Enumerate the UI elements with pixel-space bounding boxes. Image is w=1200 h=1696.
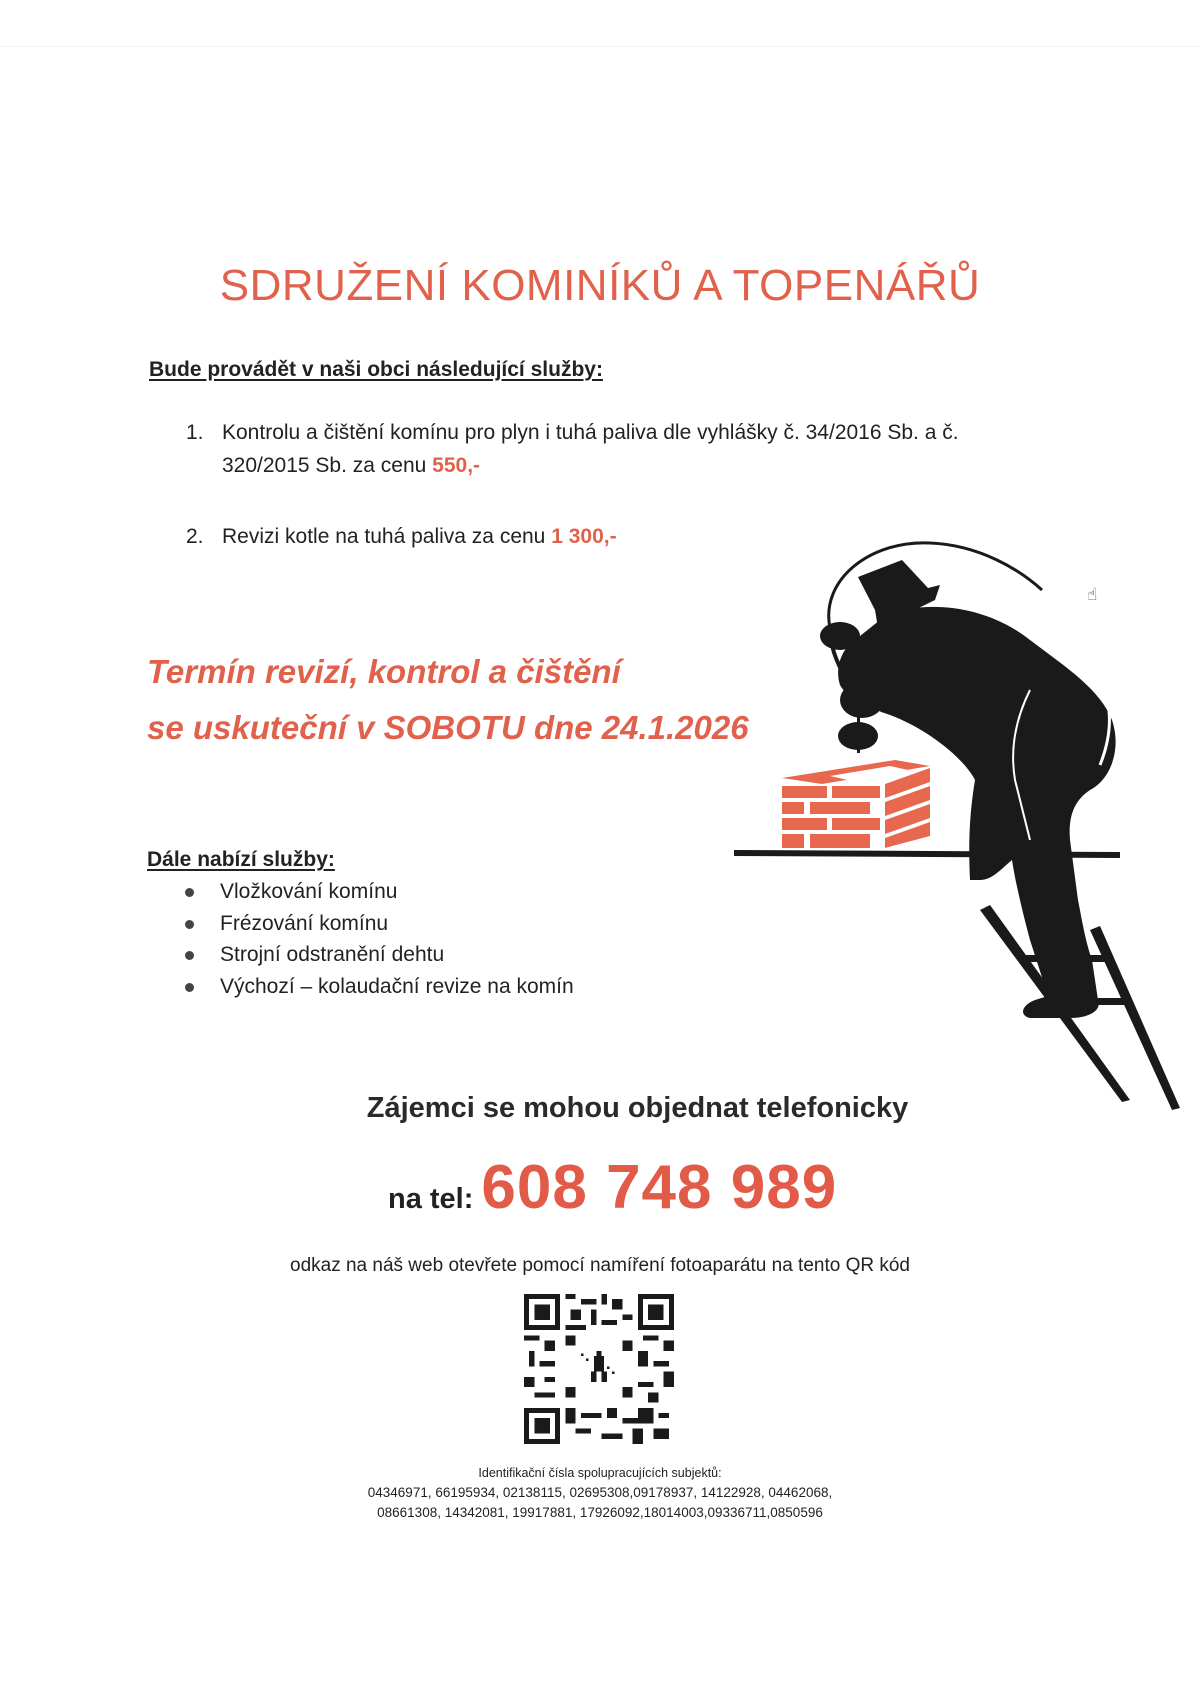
service-price: 550,-	[432, 454, 481, 477]
service-item-1	[186, 416, 1002, 482]
ids-line-1: 04346971, 66195934, 02138115, 02695308,09178937, 14122928, 04462068,	[367, 1485, 833, 1500]
phone-label: na tel:	[388, 1183, 474, 1215]
list-item: Výchozí – kolaudační revize na komín	[182, 971, 574, 1003]
page-title: SDRUŽENÍ KOMINÍKŮ A TOPENÁŘŮ	[219, 261, 981, 311]
hand-cursor-icon: ☝	[1087, 585, 1098, 604]
phone-number[interactable]: 608 748 989	[481, 1153, 838, 1222]
ids-line-2: 08661308, 14342081, 19917881, 17926092,18014003,09336711,0850596	[377, 1505, 823, 1520]
additional-services-heading: Dále nabízí služby:	[147, 848, 335, 871]
service-price: 1 300,-	[551, 525, 617, 548]
bullet-icon	[185, 888, 194, 897]
list-item: Vložkování komínu	[182, 876, 574, 908]
service-number: 2.	[186, 525, 204, 548]
bullet-icon	[185, 920, 194, 929]
service-text: Revizi kotle na tuhá paliva za cenu	[222, 525, 552, 548]
qr-code-icon[interactable]	[524, 1294, 674, 1444]
contact-intro: Zájemci se mohou objednat telefonicky	[366, 1092, 909, 1124]
schedule-line-2: se uskuteční v SOBOTU dne 24.1.2026	[147, 709, 749, 746]
ids-label: Identifikační čísla spolupracujících subjektů:	[478, 1466, 722, 1480]
list-item: Strojní odstranění dehtu	[182, 939, 574, 971]
services-heading: Bude provádět v naši obci následující služby:	[149, 358, 603, 381]
bullet-icon	[185, 983, 194, 992]
chimney-sweep-illustration	[730, 540, 1200, 1140]
schedule-line-1: Termín revizí, kontrol a čištění	[147, 653, 621, 690]
qr-caption: odkaz na náš web otevřete pomocí namíření fotoaparátu na tento QR kód	[290, 1255, 910, 1276]
scan-edge	[0, 46, 1200, 47]
service-text: Kontrolu a čištění komínu pro plyn i tuhá paliva dle vyhlášky č. 34/2016 Sb. a č. 320/2015 Sb. za cenu	[222, 421, 959, 477]
bullet-icon	[185, 951, 194, 960]
phone-row	[388, 1152, 837, 1223]
service-number: 1.	[186, 421, 204, 444]
additional-services-list	[182, 876, 574, 1002]
list-item: Frézování komínu	[182, 908, 574, 940]
